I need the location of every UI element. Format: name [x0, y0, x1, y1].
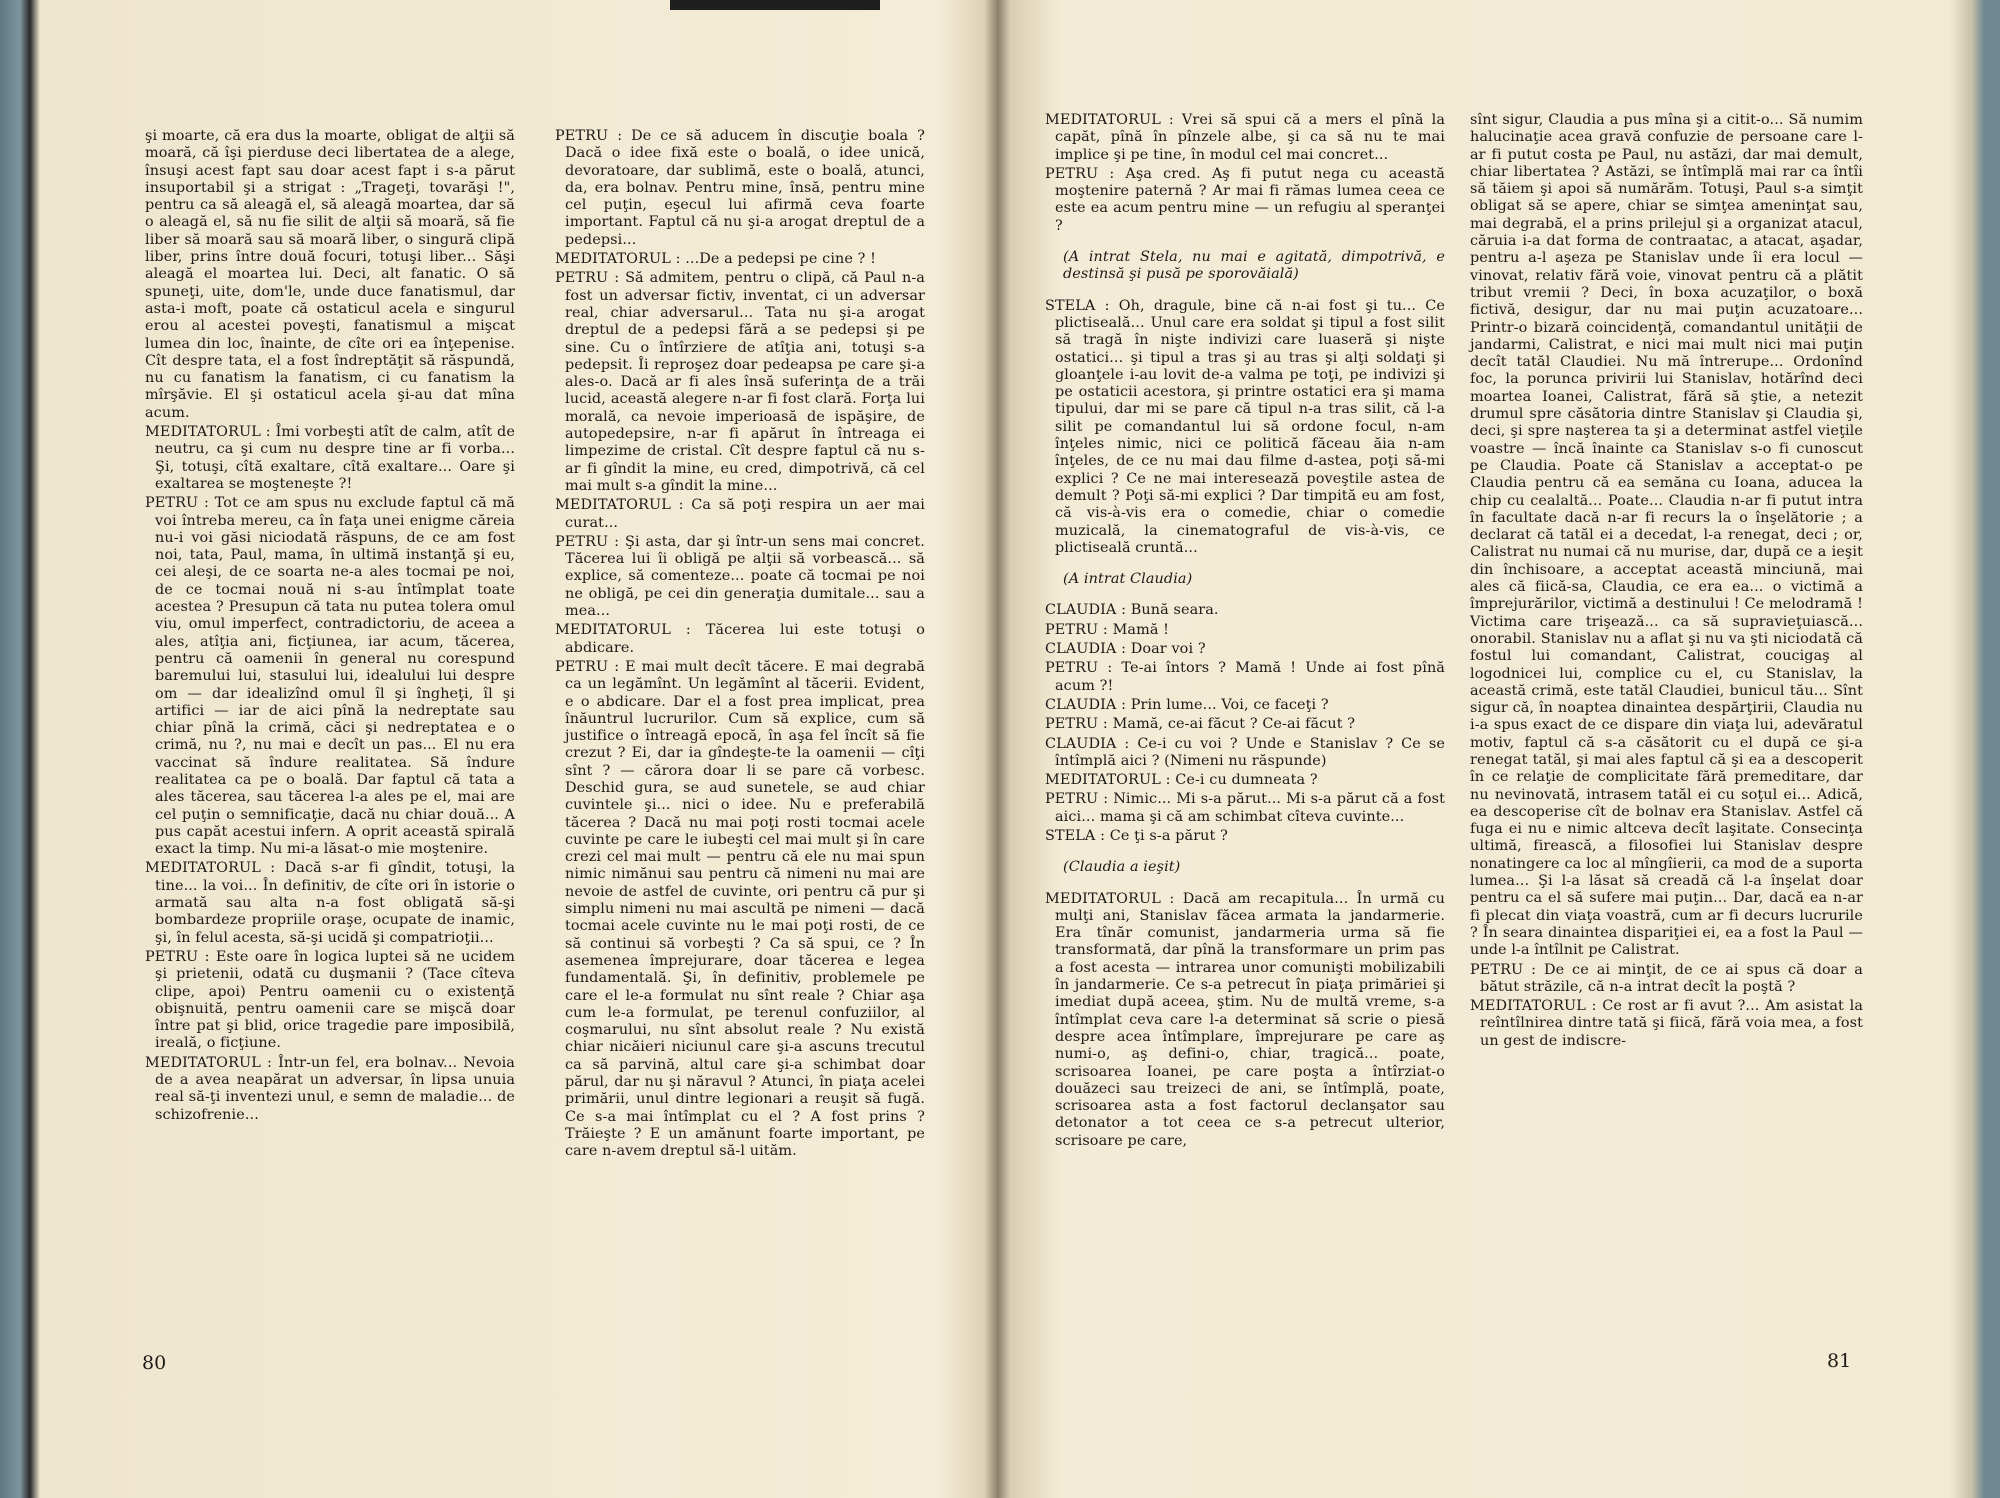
stage-direction: (A intrat Claudia): [1063, 571, 1193, 588]
speaker-name: MEDITATORUL: [555, 622, 671, 639]
dialogue-paragraph: MEDITATORUL : Într-un fel, era bolnav... Nevoia de a avea neapărat un adversar, în lipsa unuia real să-ţi inventezi unul, e semn de maladie... de schizofrenie...: [145, 1054, 515, 1123]
speaker-name: PETRU: [1045, 791, 1099, 808]
dialogue-text: sînt sigur, Claudia a pus mîna şi a citit-o... Să numim halucinaţie acea gravă confuzie de persoane care l-ar fi putut costa pe Paul, nu astăzi, dar mai demult, chiar libertatea ? Astăzi, se întîmplă mai rar ca întîi să tăiem şi apoi să numărăm. Totuşi, Paul s-a simţit obligat să se apere, chiar se simţea ameninţat sau, mai degrabă, el a prins prilejul şi a organizat atacul, căruia i-a dat forma de contraatac, a atacat, aşadar, pentru a-l aşeza pe Stanislav unde îi era locul — vinovat, relativ fără voie, vinovat pentru că a plătit tribut vremii ? Deci, în boxa acuzaţilor, o boxă fictivă, desigur, dar nu mai puţin acuzatoare... Printr-o bizară coincidenţă, comandantul unităţii de jandarmi, Calistrat, e nici mai mult nici mai puţin decît tatăl Claudiei. Nu mă întrerupe... Ordonînd foc, la porunca privirii lui Stanislav, hotărînd deci moartea Ioanei, Calistrat, fără să ştie, a netezit drumul spre căsătoria dintre Stanislav şi Claudia şi, deci, şi spre naşterea ta şi a determinat astfel vieţile voastre — încă înainte ca Stanislav s-o fi cunoscut pe Claudia. Poate că Stanislav a acceptat-o pe Claudia pentru că ea semăna cu Ioana, aducea la chip cu cealaltă... Poate... Claudia n-ar fi putut intra în facultate dacă n-ar fi recurs la o înşelătorie ; a declarat că tatăl ei a decedat, l-a renegat, deci ; or, Calistrat nu numai că nu murise, dar, după ce a ieşit din închisoare, a acceptat această minciună, mai ales că fiică-sa, Claudia, ce era ea... o victimă a împrejurărilor, victimă a destinului ! Ce melodramă ! Victima care trişează... ca să supravieţuiască... onorabil. Stanislav nu a aflat şi nu va şti niciodată că fostul lui comandant, Calistrat, coucigaş al logodnicei lui, complice cu el, cu Stanislav, la această crimă, este tatăl Claudiei, bunicul tău... Sînt sigur că, în noaptea dinaintea despărţirii, Claudia nu i-a spus exact de ce dispare din viaţa lui, adevăratul motiv, faptul că s-a căsătorit cu el după ce şi-a renegat tatăl, şi mai ales faptul că şi ea a descoperit în ce relaţie de complicitate fără premeditare, dar nu nevinovată, intrasem tatăl ei cu soţul ei... Adică, ea descoperise cît de bolnav era Stanislav. Astfel că fuga ei nu e nimic altceva decît laşitate. Consecinţa ultimă, firească, a filosofiei lui Stanislav despre nonatingere ca loc al mîngîierii, ca mod de a suporta lumea... Şi l-a lăsat să creadă că l-a înşelat doar pentru ca el să sufere mai puţin... Dar, dacă ea n-ar fi plecat din viaţa voastră, cum ar fi decurs lucrurile ? În seara dinaintea dispariţiei ei, ea a fost la Paul — unde l-a întîlnit pe Calistrat.: [1470, 112, 1863, 959]
speaker-name: CLAUDIA: [1045, 602, 1117, 619]
dialogue-text: Într-un fel, era bolnav... Nevoia de a avea neapărat un adversar, în lipsa unuia real să-ţi inventezi unul, e semn de maladie... de schizofrenie...: [155, 1054, 515, 1123]
speaker-name: MEDITATORUL: [1045, 112, 1161, 128]
dialogue-paragraph: PETRU : E mai mult decît tăcere. E mai degrabă ca un legămînt. Un legămînt al tăcerii. Evident, e o abdicare. Dar el a fost prea implicat, prea înăuntrul lucrurilor. Cum să explice, cum să justifice o întreagă epocă, în aşa fel încît să fie crezut ? Ei, dar ia gîndeşte-te la oamenii — cîţi sînt ? — cărora doar li se pare că vorbesc. Deschid gura, se aud sunetele, se aud chiar cuvintele şi... nici o idee. Nu e preferabilă tăcerea ? Dacă nu mai poţi rosti tocmai acele cuvinte pe care le iubeşti cel mai mult şi în care crezi cel mai mult — pentru că ele nu mai spun nimic nimănui sau pentru că nimeni nu mai are nevoie de astfel de cuvinte, ori pentru că pur şi simplu nimeni nu mai ascultă pe nimeni — dacă tocmai acele cuvinte nu le mai poţi rosti, de ce să continui să vorbeşti ? Ca să spui, ce ? În asemenea împrejurare, doar tăcerea e legea fundamentală. Şi, în definitiv, problemele pe care el le-a formulat nu sînt reale ? Chiar aşa cum le-a formulat, pe terenul confuziilor, al coşmarului, nu sînt absolut reale ? Nu există chiar nicăieri niciunul care şi-a ascuns trecutul ca să parvină, altul care şi-a schimbat doar părul, dar nu şi năravul ? Atunci, în piaţa acelei primării, unul dintre legionari a reuşit să fugă. Ce s-a mai întîmplat cu el ? A fost prins ? Trăieşte ? E un amănunt foarte important, pe care n-avem dreptul să-l uităm.: [555, 658, 925, 1160]
dialogue-paragraph: PETRU : Să admitem, pentru o clipă, că Paul n-a fost un adversar fictiv, inventat, ci un adversar real, chiar adversarul... Tata nu şi-a arogat dreptul de a pedepsi fără a se pedepsi şi pe sine. Cu o întîrziere de atîţia ani, totuşi s-a pedepsit. Îi reproşez doar pedeapsa pe care şi-a ales-o. Dacă ar fi ales însă suferinţa de a trăi lucid, această alegere n-ar fi fost clară. Forţa lui morală, ca nevoie imperioasă de ispăşire, de autopedepsire, n-ar fi apărut în întreaga ei limpezime de cristal. Cît despre faptul că nu s-ar fi gîndit la mine, eu cred, dimpotrivă, că cel mai mult s-a gîndit la mine...: [555, 270, 925, 494]
speaker-name: PETRU: [555, 533, 609, 550]
dialogue-text: De ce să aducem în discuţie boala ? Dacă o idee fixă este o boală, o idee unică, devoratoare, dar sublimă, este o boală, atunci, da, era bolnav. Pentru mine, însă, pentru mine cel puţin, eşecul lui afirmă ceva foarte important. Faptul că nu şi-a arogat dreptul de a pedepsi...: [565, 128, 925, 248]
speaker-name: PETRU: [1045, 716, 1099, 733]
dialogue-paragraph: [145, 128, 515, 422]
dialogue-text: Tot ce am spus nu exclude faptul că mă voi întreba mereu, ca în faţa unei enigme căreia nu-i voi găsi niciodată răspuns, de ce am fost noi, tata, Paul, mama, în ultimă instanţă şi eu, cei aleşi, de ce soarta ne-a ales tocmai pe noi, de ce tocmai nouă ni s-au întîmplat toate acestea ? Presupun că tata nu putea tolera omul viu, omul imperfect, contradictoriu, de aceea a ales, atîţia ani, ficţiunea, iar acum, tăcerea, pentru că oamenii în general nu corespund baremului lui, stasului lui, idealului lui despre om — dar idealizînd omul îl şi îngheţi, îl şi artifici — iar de aici pînă la nedreptate sau chiar pînă la crimă, căci şi nedreptatea e o crimă, nu ?, nu mai e decît un pas... El nu era vaccinat să îndure realitatea. Să îndure realitatea ca pe o boală. Dar faptul că tata a ales tăcerea, sau tăcerea l-a ales pe el, mai are cel puţin o semnificaţie, dacă nu chiar două... A pus capăt acestui infern. A oprit această spirală exact la timp. Nu mi-a lăsat-o mie moştenire.: [155, 495, 515, 858]
dialogue-paragraph: PETRU : Te-ai întors ? Mamă ! Unde ai fost pînă acum ?!: [1045, 660, 1445, 694]
dialogue-text: Ca să poţi respira un aer mai curat...: [565, 497, 925, 531]
dialogue-paragraph: MEDITATORUL : Vrei să spui că a mers el pînă la capăt, pînă în pînzele albe, şi ca să nu te mai implice şi pe tine, în modul cel mai concret...: [1045, 112, 1445, 163]
dialogue-paragraph: MEDITATORUL : Îmi vorbeşti atît de calm, atît de neutru, ca şi cum nu despre tine ar fi vorba... Şi, totuşi, cîtă exaltare, cîtă exaltare... Oare şi exaltarea se moştenește ?!: [145, 424, 515, 492]
page-number-right: 81: [1827, 1350, 1852, 1372]
stage-direction: (A intrat Stela, nu mai e agitată, dimpotrivă, e destinsă şi pusă pe sporovăială): [1063, 249, 1445, 283]
dialogue-text: E mai mult decît tăcere. E mai degrabă ca un legămînt. Un legămînt al tăcerii. Evident, e o abdicare. Dar el a fost prea implicat, prea înăuntrul lucrurilor. Cum să explice, cum să justifice o întreagă epocă, în aşa fel încît să fie crezut ? Ei, dar ia gîndeşte-te la oamenii — cîţi sînt ? — cărora doar li se pare că vorbesc. Deschid gura, se aud sunetele, se aud chiar cuvintele şi... nici o idee. Nu e preferabilă tăcerea ? Dacă nu mai poţi rosti tocmai acele cuvinte pe care le iubeşti cel mai mult şi în care crezi cel mai mult — pentru că ele nu mai spun nimic nimănui sau pentru că nimeni nu mai are nevoie de astfel de cuvinte, ori pentru că pur şi simplu nimeni nu mai ascultă pe nimeni — dacă tocmai acele cuvinte nu le mai poţi rosti, de ce să continui să vorbeşti ? Ca să spui, ce ? În asemenea împrejurare, doar tăcerea e legea fundamentală. Şi, în definitiv, problemele pe care el le-a formulat nu sînt reale ? Chiar aşa cum le-a formulat, pe terenul confuziilor, al coşmarului, nu sînt absolut reale ? Nu există chiar nicăieri niciunul care şi-a ascuns trecutul ca să parvină, altul care şi-a schimbat doar părul, dar nu şi năravul ? Atunci, în piaţa acelei primării, unul dintre legionari a reuşit să fugă. Ce s-a mai întîmplat cu el ? A fost prins ? Trăieşte ? E un amănunt foarte important, pe care n-avem dreptul să-l uităm.: [565, 658, 925, 1160]
dialogue-text: ...De a pedepsi pe cine ? !: [685, 251, 877, 268]
dialogue-text: Ce-i cu voi ? Unde e Stanislav ? Ce se întîmplă aici ? (Nimeni nu răspunde): [1055, 735, 1445, 769]
dialogue-text: Doar voi ?: [1130, 641, 1206, 658]
speaker-name: CLAUDIA: [1045, 696, 1117, 713]
dialogue-text: Ce rost ar fi avut ?... Am asistat la reîntîlnirea dintre tată şi fiică, fără voia mea, a fost un gest de indiscre-: [1480, 998, 1863, 1049]
left-column-1: [145, 128, 515, 1126]
dialogue-text: Şi asta, dar şi într-un sens mai concret. Tăcerea lui îi obligă pe alţii să vorbească... să explice, să comenteze... poate că tocmai pe noi ne obligă, pe cei din generaţia dumitale... sau a mea...: [565, 533, 925, 620]
right-column-1: [1045, 112, 1445, 1152]
dialogue-paragraph: PETRU : Tot ce am spus nu exclude faptul că mă voi întreba mereu, ca în faţa unei enigme căreia nu-i voi găsi niciodată răspuns, de ce am fost noi, tata, Paul, mama, în ultimă instanţă şi eu, cei aleşi, de ce soarta ne-a ales tocmai pe noi, de ce tocmai nouă ni s-au întîmplat toate acestea ? Presupun că tata nu putea tolera omul viu, omul imperfect, contradictoriu, de aceea a ales, atîţia ani, ficţiunea, iar acum, tăcerea, pentru că oamenii în general nu corespund baremului lui, stasului lui, idealului lui despre om — dar idealizînd omul îl şi îngheţi, îl şi artifici — iar de aici pînă la nedreptate sau chiar pînă la crimă, căci şi nedreptatea e o crimă, nu ?, nu mai e decît un pas... El nu era vaccinat să îndure realitatea. Să îndure realitatea ca pe o boală. Dar faptul că tata a ales tăcerea, sau tăcerea l-a ales pe el, mai are cel puţin o semnificaţie, dacă nu chiar două... A pus capăt acestui infern. A oprit această spirală exact la timp. Nu mi-a lăsat-o mie moştenire.: [145, 495, 515, 858]
dialogue-text: Ce ţi s-a părut ?: [1109, 827, 1228, 844]
dialogue-text: Dacă s-ar fi gîndit, totuşi, la tine... la voi... În definitiv, de cîte ori în istorie o armată sau alta n-a fost obligată să-şi bombardeze propriile oraşe, ocupate de inamic, şi, în felul acesta, să-şi ucidă şi compatrioţii...: [155, 860, 515, 946]
right-column-2: [1470, 112, 1863, 1052]
speaker-name: MEDITATORUL: [555, 497, 671, 514]
dialogue-text: Nimic... Mi s-a părut... Mi s-a părut că a fost aici... mama şi că am schimbat cîteva cuvinte...: [1055, 791, 1445, 825]
left-column-2: [555, 128, 925, 1163]
dialogue-text: Prin lume... Voi, ce faceţi ?: [1130, 696, 1329, 713]
dialogue-paragraph: MEDITATORUL : Tăcerea lui este totuşi o abdicare.: [555, 622, 925, 656]
dialogue-text: Te-ai întors ? Mamă ! Unde ai fost pînă acum ?!: [1055, 660, 1445, 694]
dialogue-paragraph: PETRU : Şi asta, dar şi într-un sens mai concret. Tăcerea lui îi obligă pe alţii să vorbească... să explice, să comenteze... poate că tocmai pe noi ne obligă, pe cei din generaţia dumitale... sau a mea...: [555, 533, 925, 620]
dialogue-paragraph: MEDITATORUL : Ce rost ar fi avut ?... Am asistat la reîntîlnirea dintre tată şi fiică, fără voia mea, a fost un gest de indiscre-: [1470, 998, 1863, 1049]
dialogue-text: şi moarte, că era dus la moarte, obligat de alţii să moară, că îşi pierduse deci libertatea de a alege, însuşi acest fapt sau doar acest fapt i s-a părut insuportabil şi a strigat : „Trageţi, tovarăşi !", pentru ca să aleagă el, să aleagă moartea, dar să o aleagă el, să nu fie silit de alţii să moară, să fie liber să moară sau să moară liber, o singură clipă liber, prins între două focuri, totuşi liber... Săşi aleagă el moartea lui. Deci, alt fanatic. O să spuneţi, uite, dom'le, unde duce fanatismul, dar asta-i moft, poate că ostaticul acela e singurul erou al acestei poveşti, fanatismul a mişcat lumea din loc, înainte, de cîte ori ea înţepenise. Cît despre tata, el a fost îndreptăţit să răspundă, nu cu fanatism la fanatism, ci cu fanatism la mîrşăvie. El şi ostaticul acela şi-au dat mîna acum.: [145, 128, 515, 421]
speaker-name: PETRU: [1045, 660, 1099, 677]
speaker-name: PETRU: [555, 658, 609, 675]
dialogue-paragraph: [1470, 112, 1863, 960]
dialogue-text: Mamă, ce-ai făcut ? Ce-ai făcut ?: [1112, 716, 1356, 733]
left-page: [30, 0, 985, 1498]
dialogue-text: Îmi vorbeşti atît de calm, atît de neutru, ca şi cum nu despre tine ar fi vorba... Şi, totuşi, cîtă exaltare, cîtă exaltare... Oare şi exaltarea se moştenește ?!: [155, 424, 515, 492]
speaker-name: PETRU: [1045, 621, 1099, 638]
dialogue-paragraph: MEDITATORUL : Dacă am recapitula... În urmă cu mulţi ani, Stanislav făcea armata la jandarmerie. Era tînăr comunist, jandarmeria urma să fie transformată, dar pînă la transformare un prim pas a fost acesta — intrarea unor comunişti mobilizabili în jandarmerie. Ce s-a petrecut în piaţa primăriei şi imediat după aceea, ştim. Nu de multă vreme, s-a întîmplat ceva care l-a determinat să scrie o piesă despre acea întîmplare, împrejurare pe care aş numi-o, aş defini-o, chiar, tragică... poate, scrisoarea Ioanei, pe care poşta a întîrziat-o douăzeci sau treizeci de ani, se întîmplă, poate, scrisoarea asta a fost factorul declanşator sau detonator a tot ceea ce s-a petrecut ulterior, scrisoare pe care,: [1045, 890, 1445, 1149]
speaker-name: MEDITATORUL: [1470, 998, 1586, 1015]
dialogue-paragraph: MEDITATORUL : Dacă s-ar fi gîndit, totuşi, la tine... la voi... În definitiv, de cîte ori în istorie o armată sau alta n-a fost obligată să-şi bombardeze propriile oraşe, ocupate de inamic, şi, în felul acesta, să-şi ucidă şi compatrioţii...: [145, 860, 515, 946]
dialogue-paragraph: MEDITATORUL : Ca să poţi respira un aer mai curat...: [555, 497, 925, 531]
dialogue-paragraph: PETRU : De ce să aducem în discuţie boala ? Dacă o idee fixă este o boală, o idee unică, devoratoare, dar sublimă, este o boală, atunci, da, era bolnav. Pentru mine, însă, pentru mine cel puţin, eşecul lui afirmă ceva foarte important. Faptul că nu şi-a arogat dreptul de a pedepsi...: [555, 128, 925, 248]
speaker-name: PETRU: [145, 948, 199, 965]
dialogue-text: Bună seara.: [1130, 602, 1219, 619]
dialogue-paragraph: PETRU : Mamă !: [1045, 621, 1170, 638]
speaker-name: MEDITATORUL: [145, 424, 261, 441]
speaker-name: CLAUDIA: [1045, 641, 1117, 658]
dialogue-text: Mamă !: [1112, 621, 1170, 638]
speaker-name: MEDITATORUL: [145, 860, 261, 877]
speaker-name: MEDITATORUL: [555, 251, 671, 268]
dialogue-paragraph: CLAUDIA : Doar voi ?: [1045, 641, 1206, 658]
dialogue-text: De ce ai minţit, de ce ai spus că doar a bătut străzile, că n-a intrat decît la poştă ?: [1480, 961, 1863, 995]
dialogue-paragraph: MEDITATORUL : Ce-i cu dumneata ?: [1045, 772, 1318, 789]
right-page: [990, 0, 1965, 1498]
speaker-name: PETRU: [555, 270, 609, 287]
speaker-name: MEDITATORUL: [1045, 772, 1161, 789]
dialogue-text: Tăcerea lui este totuşi o abdicare.: [565, 622, 925, 656]
dialogue-paragraph: PETRU : Nimic... Mi s-a părut... Mi s-a părut că a fost aici... mama şi că am schimbat cîteva cuvinte...: [1045, 791, 1445, 825]
dialogue-paragraph: PETRU : Mamă, ce-ai făcut ? Ce-ai făcut ?: [1045, 716, 1356, 733]
speaker-name: PETRU: [1470, 961, 1524, 978]
stage-direction: (Claudia a ieşit): [1063, 859, 1181, 876]
speaker-name: PETRU: [555, 128, 609, 144]
speaker-name: PETRU: [1045, 165, 1099, 182]
dialogue-paragraph: STELA : Oh, dragule, bine că n-ai fost şi tu... Ce plictiseală... Unul care era soldat şi tipul a fost silit să tragă în nişte indivizi care luaseră şi nişte ostatici... şi tipul a tras şi au tras şi alţi soldaţi şi gloanţele i-au lovit de-a valma pe toţi, pe indivizi şi pe ostaticii acestora, şi printre ostatici era şi mama tipului, dar mi se pare că tipul n-a tras silit, că l-a silit pe comandantul lui să ordone focul, n-am înţeles nimic, nici ce politică făceau ăia n-am înţeles, de ce nu mai dau filme d-astea, poţi să-mi explici ? Ce ne mai interesează poveştile astea de demult ? Poţi să-mi explici ? Dar timpită eu am fost, că vis-à-vis era o comedie, chiar o comedie muzicală, la cinematograful de vis-à-vis, ce plictiseală cruntă...: [1045, 297, 1445, 556]
page-number-left: 80: [142, 1352, 167, 1374]
dialogue-paragraph: STELA : Ce ţi s-a părut ?: [1045, 827, 1228, 844]
dialogue-text: Ce-i cu dumneata ?: [1175, 772, 1318, 789]
dialogue-paragraph: PETRU : Este oare în logica luptei să ne ucidem şi prietenii, odată cu duşmanii ? (Tace cîteva clipe, apoi) Pentru oamenii cu o existenţă obişnuită, pentru oamenii care se mişcă doar între pat şi blid, orice tragedie pare imposibilă, ireală, o ficţiune.: [145, 948, 515, 1052]
dialogue-text: Să admitem, pentru o clipă, că Paul n-a fost un adversar fictiv, inventat, ci un adversar real, chiar adversarul... Tata nu şi-a arogat dreptul de a pedepsi fără a se pedepsi şi pe sine. Cu o întîrziere de atîţia ani, totuşi s-a pedepsit. Îi reproşez doar pedeapsa pe care şi-a ales-o. Dacă ar fi ales însă suferinţa de a trăi lucid, această alegere n-ar fi fost clară. Forţa lui morală, ca nevoie imperioasă de ispăşire, de autopedepsire, n-ar fi apărut în întreaga ei limpezime de cristal. Cît despre faptul că nu s-ar fi gîndit la mine, eu cred, dimpotrivă, că cel mai mult s-a gîndit la mine...: [565, 270, 925, 494]
speaker-name: STELA: [1045, 297, 1096, 314]
dialogue-paragraph: CLAUDIA : Ce-i cu voi ? Unde e Stanislav ? Ce se întîmplă aici ? (Nimeni nu răspunde): [1045, 735, 1445, 769]
dialogue-paragraph: MEDITATORUL : ...De a pedepsi pe cine ? !: [555, 251, 877, 268]
dialogue-text: Aşa cred. Aş fi putut nega cu această moştenire paternă ? Ar mai fi rămas lumea ceea ce este ea acum pentru mine — un refugiu al speranţei ?: [1055, 165, 1445, 234]
dialogue-text: Este oare în logica luptei să ne ucidem şi prietenii, odată cu duşmanii ? (Tace cîteva clipe, apoi) Pentru oamenii cu o existenţă obişnuită, pentru oamenii care se mişcă doar între pat şi blid, orice tragedie pare imposibilă, ireală, o ficţiune.: [155, 948, 515, 1052]
speaker-name: MEDITATORUL: [1045, 890, 1161, 907]
speaker-name: MEDITATORUL: [145, 1054, 261, 1071]
dialogue-paragraph: PETRU : Aşa cred. Aş fi putut nega cu această moştenire paternă ? Ar mai fi rămas lumea ceea ce este ea acum pentru mine — un refugiu al speranţei ?: [1045, 165, 1445, 234]
dialogue-text: Vrei să spui că a mers el pînă la capăt, pînă în pînzele albe, şi ca să nu te mai implice şi pe tine, în modul cel mai concret...: [1055, 112, 1445, 163]
dialogue-text: Dacă am recapitula... În urmă cu mulţi ani, Stanislav făcea armata la jandarmerie. Era tînăr comunist, jandarmeria urma să fie transformată, dar pînă la transformare un prim pas a fost acesta — intrarea unor comunişti mobilizabili în jandarmerie. Ce s-a petrecut în piaţa primăriei şi imediat după aceea, ştim. Nu de multă vreme, s-a întîmplat ceva care l-a determinat să scrie o piesă despre acea întîmplare, împrejurare pe care aş numi-o, aş defini-o, chiar, tragică... poate, scrisoarea Ioanei, pe care poşta a întîrziat-o douăzeci sau treizeci de ani, se întîmplă, poate, scrisoarea asta a fost factorul declanşator sau detonator a tot ceea ce s-a petrecut ulterior, scrisoare pe care,: [1055, 890, 1445, 1149]
dialogue-paragraph: PETRU : De ce ai minţit, de ce ai spus că doar a bătut străzile, că n-a intrat decît la poştă ?: [1470, 961, 1863, 995]
speaker-name: PETRU: [145, 495, 199, 512]
dialogue-paragraph: CLAUDIA : Prin lume... Voi, ce faceţi ?: [1045, 696, 1329, 713]
speaker-name: CLAUDIA: [1045, 735, 1117, 752]
speaker-name: STELA: [1045, 827, 1096, 844]
dialogue-paragraph: CLAUDIA : Bună seara.: [1045, 602, 1219, 619]
dialogue-text: Oh, dragule, bine că n-ai fost şi tu... Ce plictiseală... Unul care era soldat şi tipul a fost silit să tragă în nişte indivizi care luaseră şi nişte ostatici... şi tipul a tras şi au tras şi alţi soldaţi şi gloanţele i-au lovit de-a valma pe toţi, pe indivizi şi pe ostaticii acestora, şi printre ostatici era şi mama tipului, dar mi se pare că tipul n-a tras silit, că l-a silit pe comandantul lui să ordone focul, n-am înţeles nimic, nici ce politică făceau ăia n-am înţeles, de ce nu mai dau filme d-astea, poţi să-mi explici ? Ce ne mai interesează poveştile astea de demult ? Poţi să-mi explici ? Dar timpită eu am fost, că vis-à-vis era o comedie, chiar o comedie muzicală, la cinematograful de vis-à-vis, ce plictiseală cruntă...: [1055, 297, 1445, 556]
